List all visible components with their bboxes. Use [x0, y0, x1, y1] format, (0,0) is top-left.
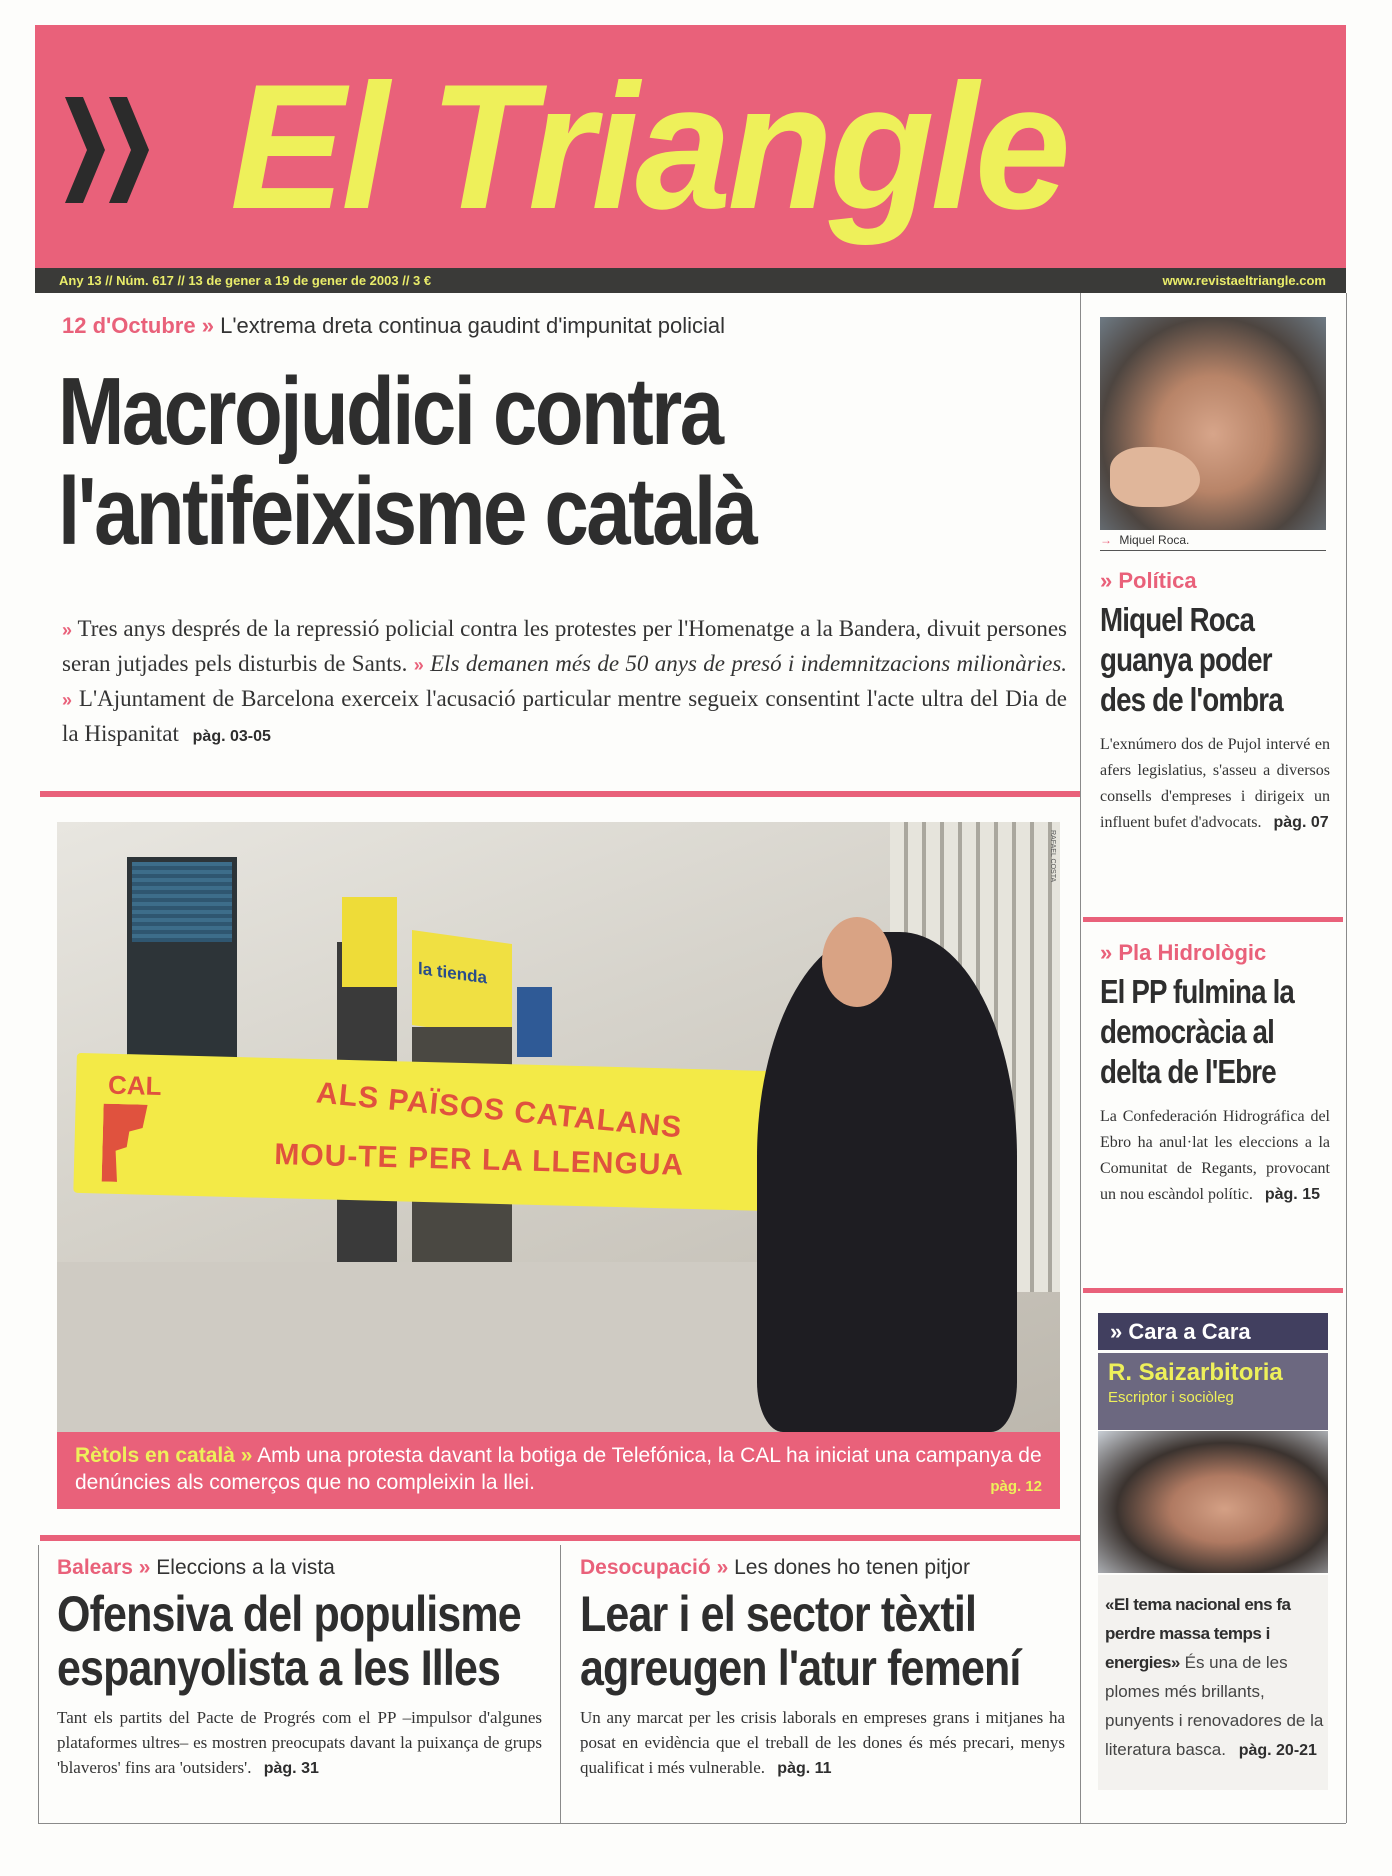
page-reference[interactable]: pàg. 20-21 [1238, 1742, 1317, 1759]
double-chevron-icon [65, 97, 149, 203]
story-body: L'exnúmero dos de Pujol intervé en afers legislatius, s'asseu a diversos consells d'empreses i dirigeix un influent bufet d'advocats. pàg. 07 [1100, 736, 1330, 831]
story-body: Tant els partits del Pacte de Progrés com el PP –impulsor d'algunes plataformes ultres– es mostren preocupats davant la puixança de grups 'blaveros' fins ara 'outsiders'. pàg. 31 [57, 1708, 542, 1777]
shop-sign: la tienda [412, 930, 512, 1039]
photo-credit: RAFAEL COSTA [1049, 830, 1056, 883]
miquel-roca-photo [1100, 317, 1326, 530]
sidebar-story-politica[interactable]: » Política Miquel Roca guanya poder des de l'ombra L'exnúmero dos de Pujol intervé en afers legislatius, s'asseu a diversos consells d'empreses i dirigeix un influent bufet d'advocats. pàg. 07 [1100, 568, 1330, 836]
interviewee: R. Saizarbitoria Escriptor i sociòleg [1098, 1353, 1328, 1430]
page-reference[interactable]: pàg. 03-05 [192, 728, 271, 745]
protest-photo [57, 822, 1060, 1432]
map-icon [102, 1104, 148, 1183]
lead-headline[interactable]: Macrojudici contra l'antifeixisme català [58, 358, 756, 565]
issue-info: Any 13 // Núm. 617 // 13 de gener a 19 de gener de 2003 // 3 € [59, 273, 432, 288]
story-body: Un any marcat per les crisis laborals en empreses grans i mitjanes ha posat en evidència que el treball de les dones és més precari, menys qualificat i més vulnerable. pàg. 11 [580, 1708, 1065, 1777]
magazine-title: El Triangle [230, 47, 1067, 246]
caption-rule [1100, 550, 1326, 551]
story-headline: Miquel Roca guanya poder des de l'ombra [1100, 601, 1283, 718]
pull-quote: «El tema nacional ens fa perdre massa temps i energies» [1105, 1595, 1291, 1672]
page-reference[interactable]: pàg. 11 [777, 1760, 832, 1777]
interview-teaser: «El tema nacional ens fa perdre massa temps i energies» És una de les plomes més brillants, punyents i renovadores de la literatura basca. pàg. 20-21 [1105, 1595, 1324, 1759]
left-border [38, 1545, 39, 1823]
arrow-right-icon: → [1100, 533, 1112, 547]
cara-a-cara-box[interactable] [1098, 1313, 1328, 1558]
protest-banner: CAL ALS PAÏSOS CATALANS MOU-TE PER LA LLENGUA [73, 1053, 776, 1211]
photo-caption: Rètols en català » Amb una protesta davant la botiga de Telefónica, la CAL ha iniciat una campanya de denúncies als comerços que no compleixin la llei. pàg. 12 [57, 1432, 1060, 1509]
page-reference[interactable]: pàg. 15 [1264, 1186, 1320, 1203]
chevron-marker-icon: » [62, 620, 73, 640]
chevron-marker-icon: » [62, 690, 73, 710]
story-desocupacio[interactable]: Desocupació » Les dones ho tenen pitjor Lear i el sector tèxtil agreugen l'atur femení Un any marcat per les crisis laborals en empreses grans i mitjanes ha posat en evidència que el treball de les dones és més precari, menys qualificat i més vulnerable. pàg. 11 [580, 1555, 1065, 1781]
story-balears[interactable]: Balears » Eleccions a la vista Ofensiva del populisme espanyolista a les Illes Tant els partits del Pacte de Progrés com el PP –impulsor d'algunes plataformes ultres– es mostren preocupats davant la puixança de grups 'blaveros' fins ara 'outsiders'. pàg. 31 [57, 1555, 542, 1781]
saizarbitoria-photo [1098, 1431, 1328, 1573]
sidebar-story-hidrologic[interactable]: » Pla Hidrològic El PP fulmina la democràcia al delta de l'Ebre La Confederación Hidrográfica del Ebro ha anul·lat les eleccions a la Comunitat de Regants, provocant un nou escàndol polític. pàg. 15 [1100, 940, 1330, 1208]
page-reference[interactable]: pàg. 12 [990, 1478, 1042, 1495]
page-reference[interactable]: pàg. 31 [263, 1760, 319, 1777]
story-body: La Confederación Hidrográfica del Ebro ha anul·lat les eleccions a la Comunitat de Regants, provocant un nou escàndol polític. pàg. 15 [1100, 1108, 1330, 1203]
section-header: » Cara a Cara [1098, 1313, 1328, 1350]
section-rule [1083, 1288, 1343, 1293]
story-headline: El PP fulmina la democràcia al delta de l'Ebre [1100, 973, 1295, 1090]
page-reference[interactable]: pàg. 07 [1273, 814, 1329, 831]
bottom-rule [38, 1823, 1346, 1824]
section-rule [40, 791, 1080, 797]
website-link[interactable]: www.revistaeltriangle.com [1162, 273, 1326, 288]
sidebar-divider [1080, 293, 1081, 1823]
issue-info-bar [35, 268, 1346, 293]
story-headline: Lear i el sector tèxtil agreugen l'atur femení [580, 1586, 1021, 1696]
story-headline: Ofensiva del populisme espanyolista a les Illes [57, 1586, 521, 1696]
chevron-marker-icon: » [413, 655, 424, 675]
right-border [1346, 293, 1347, 1823]
lead-body: » Tres anys després de la repressió policial contra les protestes per l'Homenatge a la Bandera, divuit persones seran jutjades pels disturbis de Sants. » Els demanen més de 50 anys de presó i indemnitzacions milionàries. » L'Ajuntament de Barcelona exerceix l'acusació particular mentre segueix consentint l'acte ultra del Dia de la Hispanitat pàg. 03-05 [62, 616, 1068, 746]
lead-kicker: 12 d'Octubre » L'extrema dreta continua gaudint d'impunitat policial [62, 313, 726, 338]
bottom-stories-divider [560, 1545, 561, 1823]
photo-caption: → Miquel Roca. [1100, 533, 1190, 547]
masthead [35, 25, 1346, 268]
section-rule [40, 1535, 1080, 1541]
section-rule [1083, 917, 1343, 922]
